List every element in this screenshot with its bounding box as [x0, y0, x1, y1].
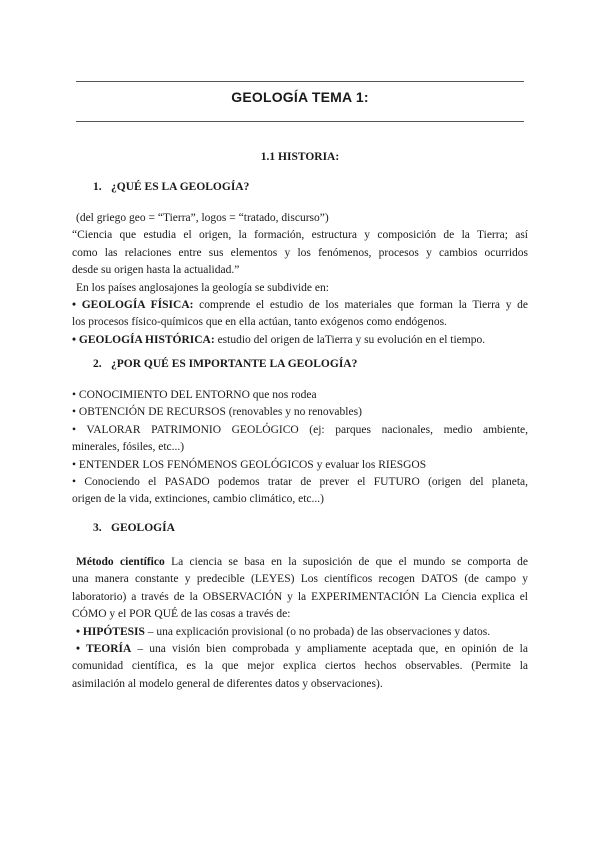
bottom-rule — [76, 121, 524, 122]
teoria-line: comunidad científica, es la que mejor explica ciertos hechos observables. (Permite la — [72, 660, 528, 673]
geologia-fisica-label: • GEOLOGÍA FÍSICA: — [72, 299, 194, 312]
geologia-fisica — [72, 297, 528, 314]
list-item: • VALORAR PATRIMONIO GEOLÓGICO (ej: parques nacionales, medio ambiente, — [72, 423, 528, 436]
section-subtitle: 1.1 HISTORIA: — [260, 151, 340, 163]
section-number: 1. — [93, 181, 102, 193]
teoria-label: • TEORÍA — [76, 643, 132, 656]
definition-line: desde su origen hasta la actualidad.” — [72, 264, 240, 277]
geologia-fisica-text: comprende el estudio de los materiales que forman la Tierra y de — [193, 299, 529, 312]
list-item-cont: origen de la vida, extinciones, cambio climático, etc...) — [72, 493, 324, 506]
hipotesis — [72, 624, 528, 641]
hipotesis-text: – una explicación provisional (o no probada) de las observaciones y datos. — [144, 625, 491, 638]
teoria-text: – una visión bien comprobada y ampliamente aceptada que, en opinión de la — [131, 643, 528, 656]
definition-line: como las relaciones entre sus elementos y los fenómenos, procesos y cambios ocurridos — [72, 246, 528, 259]
list-item-cont: minerales, fósiles, etc...) — [72, 441, 185, 454]
subdivide-text: En los países anglosajones la geología se subdivide en: — [76, 281, 329, 294]
section-3-body — [72, 554, 528, 693]
list-item: • CONOCIMIENTO DEL ENTORNO que nos rodea — [72, 389, 317, 401]
geologia-historica — [72, 332, 528, 349]
metodo-cientifico — [72, 554, 528, 571]
list-item: • OBTENCIÓN DE RECURSOS (renovables y no renovables) — [72, 406, 362, 419]
top-rule — [76, 81, 524, 82]
section-2-body — [72, 387, 528, 509]
list-item: • Conociendo el PASADO podemos tratar de prever el FUTURO (origen del planeta, — [72, 476, 528, 489]
section-heading-text: ¿POR QUÉ ES IMPORTANTE LA GEOLOGÍA? — [111, 358, 358, 370]
metodo-line: una manera constante y predecible (LEYES) Los científicos recogen DATOS (de campo y — [72, 573, 528, 586]
geologia-fisica-cont: los procesos físico-químicos que en ella actúan, tanto exógenos como endógenos. — [72, 316, 447, 329]
section-heading-2 — [93, 358, 357, 370]
definition-line: “Ciencia que estudia el origen, la formación, estructura y composición de la Tierra; así — [72, 229, 528, 242]
metodo-cientifico-text: La ciencia se basa en la suposición de que el mundo se comporta de — [164, 556, 528, 568]
list-item: • ENTENDER LOS FENÓMENOS GEOLÓGICOS y evaluar los RIESGOS — [72, 458, 427, 471]
etymology: (del griego geo = “Tierra”, logos = “tratado, discurso”) — [76, 212, 329, 224]
teoria — [72, 641, 528, 658]
metodo-line: laboratorio) a través de la OBSERVACIÓN y la EXPERIMENTACIÓN La Ciencia explica el — [72, 590, 528, 603]
teoria-line: asimilación al modelo general de diferentes datos y observaciones). — [72, 677, 383, 690]
geologia-historica-text: estudio del origen de laTierra y su evolución en el tiempo. — [214, 333, 486, 346]
section-number: 2. — [93, 358, 102, 370]
geologia-historica-label: • GEOLOGÍA HISTÓRICA: — [72, 333, 215, 346]
page-title: GEOLOGÍA TEMA 1: — [231, 89, 369, 105]
metodo-cientifico-label: Método científico — [76, 556, 165, 568]
hipotesis-label: • HIPÓTESIS — [76, 625, 145, 638]
section-heading-text: ¿QUÉ ES LA GEOLOGÍA? — [111, 181, 250, 193]
section-heading-1 — [93, 181, 249, 193]
section-number: 3. — [93, 522, 102, 534]
section-1-body — [72, 210, 528, 349]
section-heading-3 — [93, 522, 175, 534]
section-heading-text: GEOLOGÍA — [111, 522, 175, 534]
metodo-line: CÓMO y el POR QUÉ de las cosas a través de: — [72, 608, 291, 621]
